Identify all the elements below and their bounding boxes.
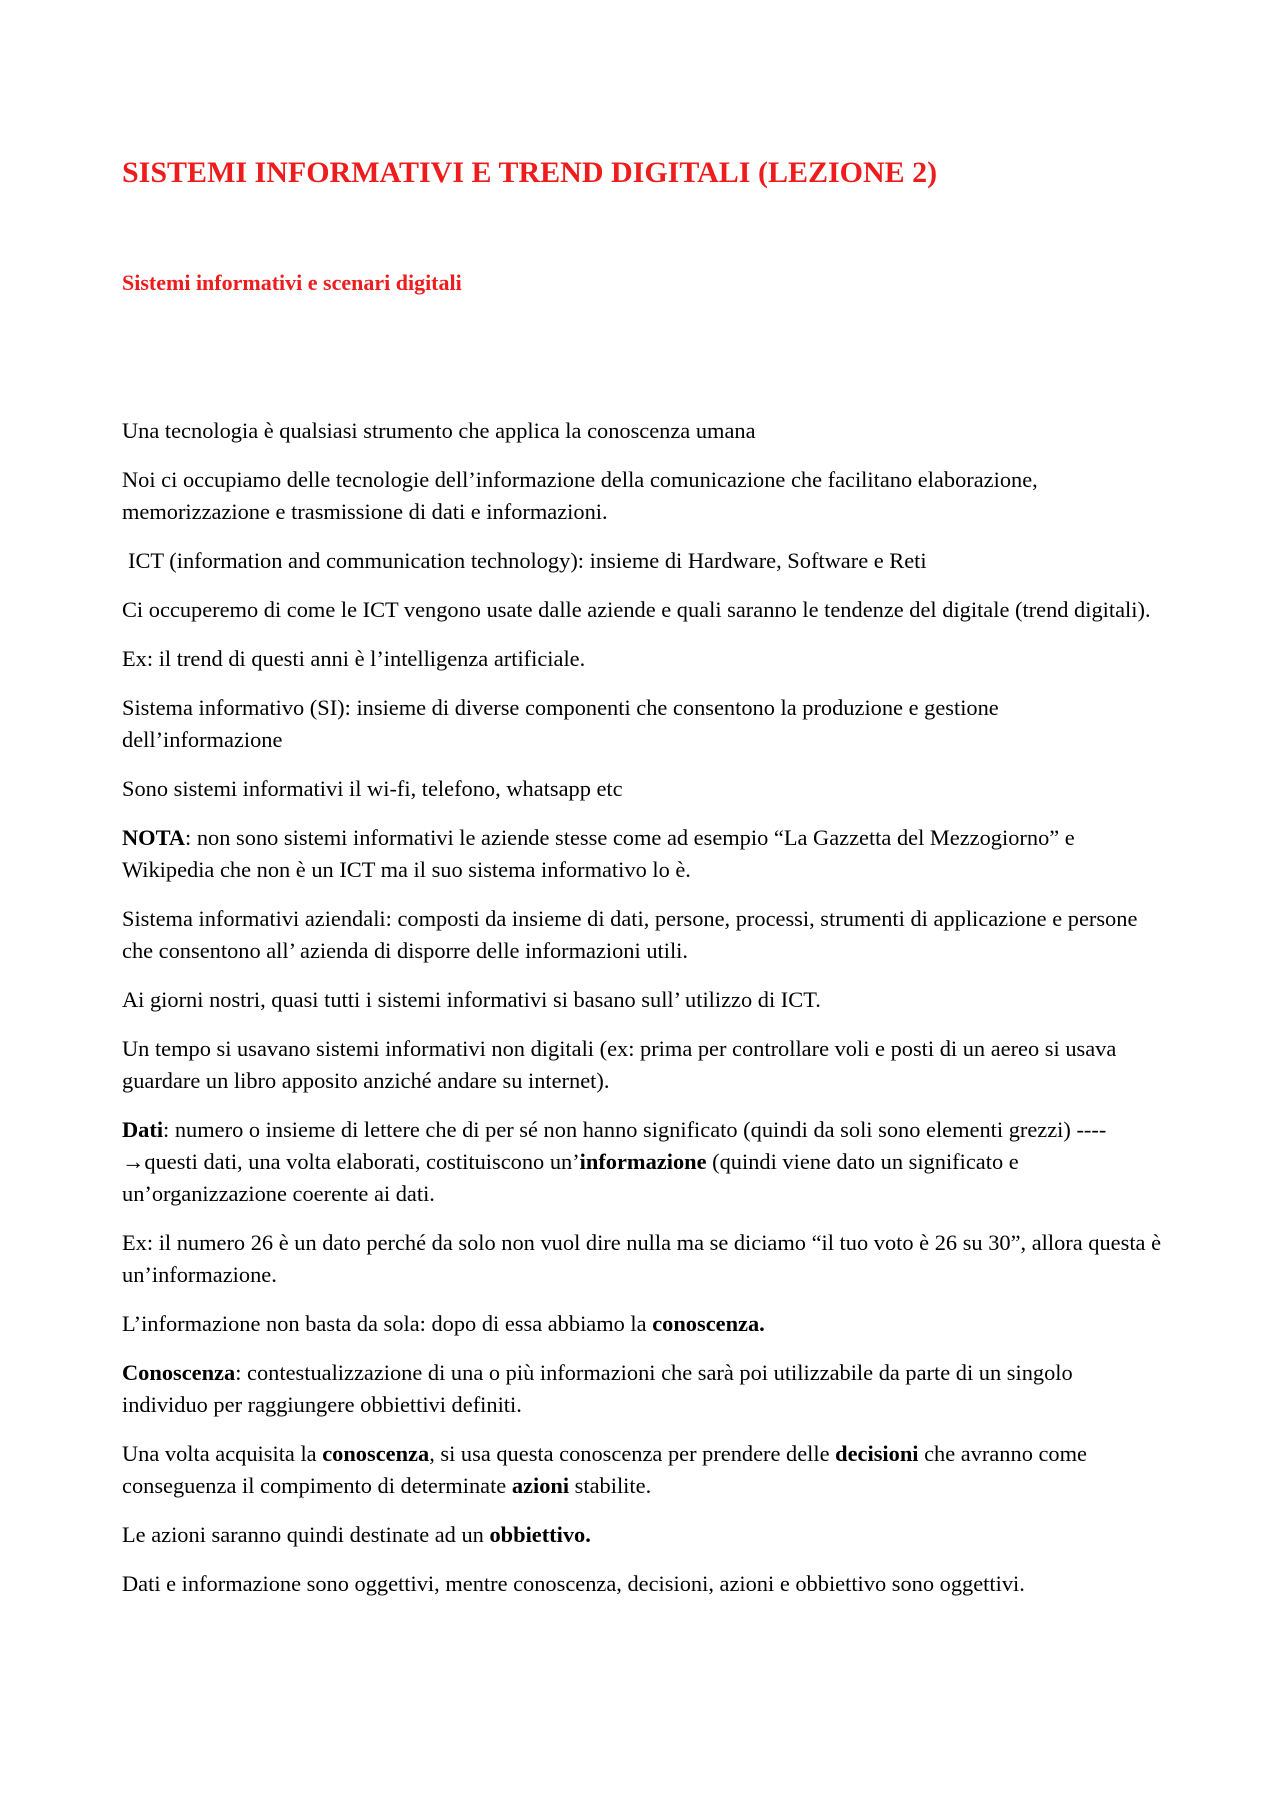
section-subtitle: Sistemi informativi e scenari digitali — [122, 270, 462, 295]
obbiettivo-term: obbiettivo. — [489, 1522, 591, 1547]
document-title: SISTEMI INFORMATIVI E TREND DIGITALI (LEZIONE 2) — [122, 156, 938, 189]
paragraph-ict-aziende: Ci occuperemo di come le ICT vengono usate dalle aziende e quali saranno le tendenze del digitale (trend digitali). — [122, 597, 1151, 622]
paragraph-tecnologia: Una tecnologia è qualsiasi strumento che applica la conoscenza umana — [122, 418, 756, 443]
nota-label: NOTA — [122, 825, 186, 850]
paragraph-example-26: Ex: il numero 26 è un dato perché da solo non vuol dire nulla ma se diciamo “il tuo voto è 26 su 30”, allora questa è un’informazione. — [122, 1230, 1162, 1287]
dati-term: Dati — [122, 1117, 164, 1142]
informazione-term: informazione — [579, 1149, 707, 1174]
paragraph-examples-si: Sono sistemi informativi il wi-fi, telefono, whatsapp etc — [122, 776, 623, 801]
paragraph-giorni-nostri: Ai giorni nostri, quasi tutti i sistemi informativi si basano sull’ utilizzo di ICT. — [122, 987, 821, 1012]
paragraph-si-aziendali: Sistema informativi aziendali: composti da insieme di dati, persone, processi, strumenti di applicazione e persone che consentono all’ azienda di disporre delle informazioni utili. — [122, 906, 1138, 963]
conoscenza-label: Conoscenza — [122, 1360, 236, 1385]
paragraph-dati: Dati: numero o insieme di lettere che di per sé non hanno significato (quindi da soli sono elementi grezzi) ----→questi dati, una volta elaborati, costituiscono un’informazione (quindi viene dato un significato e un’organizzazione coerente ai dati. — [122, 1117, 1107, 1206]
paragraph-conoscenza-definition: Conoscenza: contestualizzazione di una o più informazioni che sarà poi utilizzabile da parte di un singolo individuo per raggiungere obbiettivi definiti. — [122, 1360, 1073, 1417]
paragraph-example-ai: Ex: il trend di questi anni è l’intelligenza artificiale. — [122, 646, 586, 671]
paragraph-informazione-conoscenza: L’informazione non basta da sola: dopo di essa abbiamo la conoscenza. — [122, 1311, 765, 1336]
paragraph-sistema-informativo: Sistema informativo (SI): insieme di diverse componenti che consentono la produzione e gestione dell’informazione — [122, 695, 999, 752]
conoscenza-term: conoscenza. — [652, 1311, 765, 1336]
document-body — [122, 415, 1162, 1617]
paragraph-decisioni-azioni: Una volta acquisita la conoscenza, si usa questa conoscenza per prendere delle decisioni che avranno come conseguenza il compimento di determinate azioni stabilite. — [122, 1441, 1087, 1498]
paragraph-nota: NOTA: non sono sistemi informativi le aziende stesse come ad esempio “La Gazzetta del Mezzogiorno” e Wikipedia che non è un ICT ma il suo sistema informativo lo è. — [122, 825, 1075, 882]
paragraph-non-digitali: Un tempo si usavano sistemi informativi non digitali (ex: prima per controllare voli e posti di un aereo si usava guardare un libro apposito anziché andare su internet). — [122, 1036, 1117, 1093]
paragraph-oggettivi: Dati e informazione sono oggettivi, mentre conoscenza, decisioni, azioni e obbiettivo sono oggettivi. — [122, 1571, 1025, 1596]
paragraph-obbiettivo: Le azioni saranno quindi destinate ad un obbiettivo. — [122, 1522, 591, 1547]
paragraph-tecnologie-informazione: Noi ci occupiamo delle tecnologie dell’informazione della comunicazione che facilitano elaborazione, memorizzazione e trasmissione di dati e informazioni. — [122, 467, 1038, 524]
right-arrow-icon: → — [122, 1149, 145, 1174]
paragraph-ict-definition: ICT (information and communication technology): insieme di Hardware, Software e Reti — [128, 548, 927, 573]
